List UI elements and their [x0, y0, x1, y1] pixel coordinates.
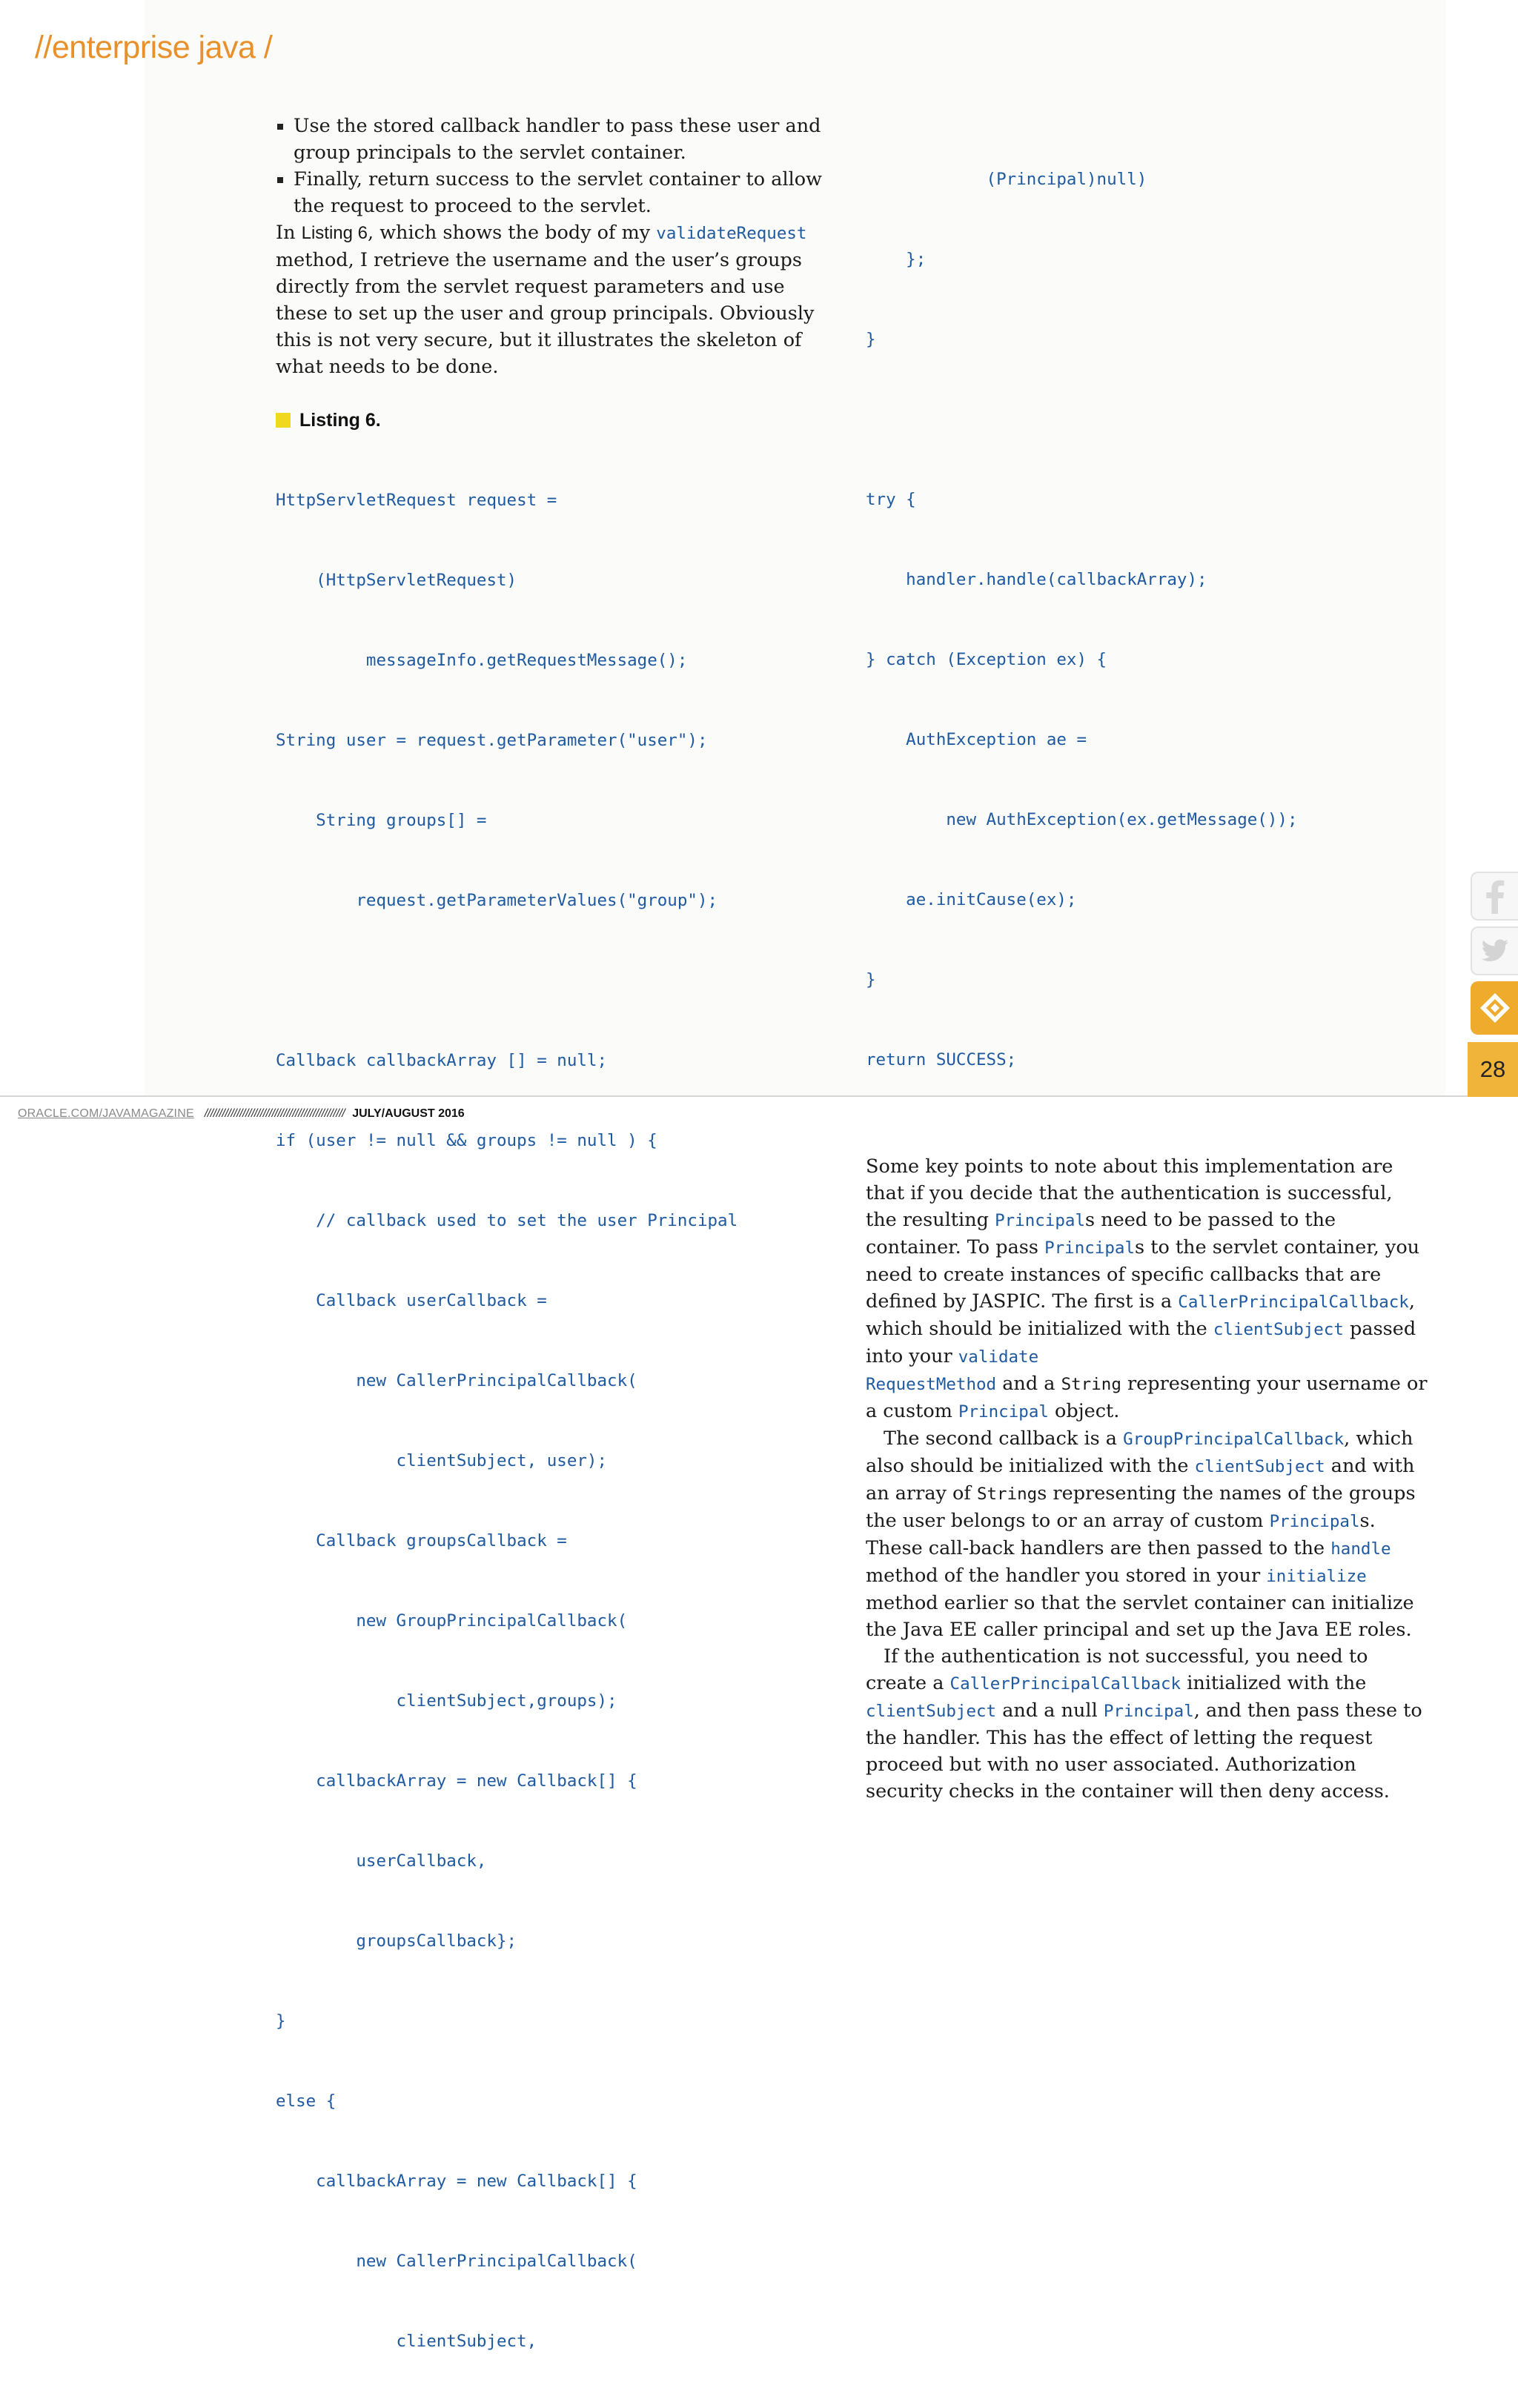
code-line: messageInfo.getRequestMessage();: [276, 651, 688, 670]
facebook-share-button[interactable]: [1471, 872, 1518, 921]
footer: [18, 1107, 465, 1121]
text-run: method earlier so that the servlet container can initialize the Java EE caller principal and set up the Java EE roles.: [866, 1592, 1414, 1641]
text-run: Some key points to note about this implementation are that if you decide that the authentication is successful, the resulting: [866, 1155, 1393, 1231]
page-number: 28: [1468, 1042, 1518, 1097]
bullet-text: Finally, return success to the servlet container to allow the request to proceed to the servlet.: [294, 168, 822, 217]
bullet-marker: [277, 124, 283, 130]
vertical-gap: [866, 1127, 1429, 1153]
facebook-icon: [1484, 878, 1506, 914]
inline-code: Principal: [995, 1211, 1085, 1230]
code-line: String user = request.getParameter("user");: [276, 731, 708, 750]
text-run: s. These call-back handlers are then passed to the: [866, 1510, 1376, 1559]
bullet-marker: [277, 177, 283, 183]
inline-code: String: [976, 1485, 1038, 1504]
inline-code: Principal: [1103, 1702, 1194, 1721]
code-line: request.getParameterValues("group");: [276, 891, 718, 910]
magazine-button[interactable]: [1471, 981, 1518, 1035]
text-run: initialized with the: [1181, 1672, 1367, 1694]
inline-code: clientSubject: [1194, 1457, 1325, 1476]
inline-code: Principal: [1044, 1238, 1135, 1258]
twitter-share-button[interactable]: [1471, 926, 1518, 975]
code-line: callbackArray = new Callback[] {: [276, 2172, 637, 2191]
inline-code: validateRequest: [656, 224, 807, 243]
code-line: }: [276, 2011, 286, 2031]
inline-code: clientSubject: [1213, 1320, 1344, 1339]
right-column: [866, 113, 1429, 1805]
inline-code: Principal: [958, 1402, 1049, 1422]
code-line: new AuthException(ex.getMessage());: [866, 810, 1298, 829]
listing-title: Listing 6.: [299, 409, 381, 431]
text-run: , which shows the body of my: [368, 222, 657, 244]
code-line: [276, 967, 832, 994]
text-run: , which should be initialized with the: [866, 1290, 1415, 1340]
inline-code: initialize: [1266, 1567, 1367, 1586]
code-line: callbackArray = new Callback[] {: [276, 1771, 637, 1791]
inline-code: clientSubject: [866, 1702, 997, 1721]
text-run: In: [276, 222, 302, 244]
text-run: and a null: [996, 1699, 1104, 1722]
code-line: new GroupPrincipalCallback(: [276, 1611, 628, 1631]
code-line: else {: [276, 2092, 337, 2111]
inline-code: CallerPrincipalCallback: [1178, 1293, 1409, 1312]
section-title: //enterprise java /: [35, 30, 273, 65]
text-run: method of the handler you stored in your: [866, 1565, 1267, 1587]
code-line: clientSubject, user);: [276, 1451, 608, 1470]
inline-code: handle: [1330, 1539, 1391, 1559]
code-line: // callback used to set the user Principal: [276, 1211, 738, 1230]
magazine-link[interactable]: ORACLE.COM/JAVAMAGAZINE: [18, 1107, 194, 1120]
left-column: [276, 113, 832, 2408]
body-paragraph: [866, 1425, 1429, 1643]
code-line: [866, 406, 1429, 433]
inline-code: String: [1061, 1375, 1121, 1394]
code-line: if (user != null && groups != null ) {: [276, 1131, 657, 1150]
code-line: ae.initCause(ex);: [866, 890, 1077, 909]
text-run: s need to be passed to the container. To pass: [866, 1209, 1336, 1258]
inline-code: validate: [958, 1347, 1039, 1367]
text-run: The second callback is a: [884, 1427, 1124, 1450]
code-line: } catch (Exception ex) {: [866, 650, 1107, 669]
bullet-text: Use the stored callback handler to pass these user and group principals to the servlet container.: [294, 115, 821, 164]
bullet-item: [276, 113, 832, 166]
code-line: HttpServletRequest request =: [276, 491, 557, 510]
text-run: method, I retrieve the username and the user’s groups directly from the servlet request parameters and use these to set up the user and group principals. Obviously this is not very secure, but it illustrates the skeleton of what needs to be done.: [276, 249, 815, 378]
code-line: userCallback,: [276, 1851, 487, 1871]
text-run: and a: [996, 1373, 1061, 1395]
code-line: (HttpServletRequest): [276, 571, 517, 590]
listing-marker-icon: [276, 413, 291, 428]
code-line: clientSubject,groups);: [276, 1691, 617, 1711]
code-line: new CallerPrincipalCallback(: [276, 1371, 637, 1390]
text-run: passed into your: [866, 1318, 1416, 1367]
inline-code: Principal: [1269, 1512, 1360, 1531]
magazine-icon: [1479, 992, 1511, 1024]
text-run: If the authentication is not successful, you need to create a: [866, 1645, 1368, 1694]
code-line: new CallerPrincipalCallback(: [276, 2252, 637, 2271]
code-line: }: [866, 330, 876, 349]
text-run: s to the servlet container, you need to create instances of specific callbacks that are defined by JASPIC. The first is a: [866, 1236, 1420, 1313]
bullet-item: [276, 166, 832, 219]
body-paragraph: [866, 1643, 1429, 1805]
code-line: AuthException ae =: [866, 730, 1087, 749]
text-run: representing your username or a custom: [866, 1373, 1428, 1422]
code-line: try {: [866, 490, 916, 509]
code-line: }: [866, 970, 876, 989]
intro-paragraph: [276, 219, 832, 380]
code-line: groupsCallback};: [276, 1931, 517, 1951]
text-run: s representing the names of the groups the user belongs to or an array of custom: [866, 1482, 1416, 1532]
code-line: (Principal)null): [866, 170, 1147, 189]
code-line: String groups[] =: [276, 811, 487, 830]
code-line: Callback userCallback =: [276, 1291, 547, 1310]
code-line: return SUCCESS;: [866, 1050, 1017, 1069]
text-run: , and then pass these to the handler. This has the effect of letting the request proceed but with no user associated. Authorization security checks in the container will then deny access.: [866, 1699, 1422, 1802]
text-run: and with an array of: [866, 1455, 1415, 1505]
code-line: clientSubject,: [276, 2332, 537, 2351]
footer-divider: [0, 1095, 1518, 1097]
code-listing-continued: [866, 113, 1429, 1127]
listing-heading: [276, 407, 832, 434]
code-line: Callback groupsCallback =: [276, 1531, 567, 1550]
inline-code: CallerPrincipalCallback: [949, 1674, 1181, 1694]
code-line: Callback callbackArray [] = null;: [276, 1051, 608, 1070]
code-listing: [276, 434, 832, 2408]
inline-code: GroupPrincipalCallback: [1123, 1430, 1345, 1449]
listing-reference: Listing 6: [301, 223, 368, 243]
twitter-icon: [1480, 938, 1510, 963]
inline-code: RequestMethod: [866, 1375, 997, 1394]
code-line: };: [866, 250, 927, 269]
body-paragraph: [866, 1153, 1429, 1425]
issue-date: JULY/AUGUST 2016: [352, 1107, 465, 1120]
footer-decoration: ////////////////////////////////////////////////: [204, 1107, 345, 1120]
text-run: , which also should be initialized with the: [866, 1427, 1413, 1477]
code-line: handler.handle(callbackArray);: [866, 570, 1207, 589]
text-run: object.: [1048, 1400, 1120, 1422]
